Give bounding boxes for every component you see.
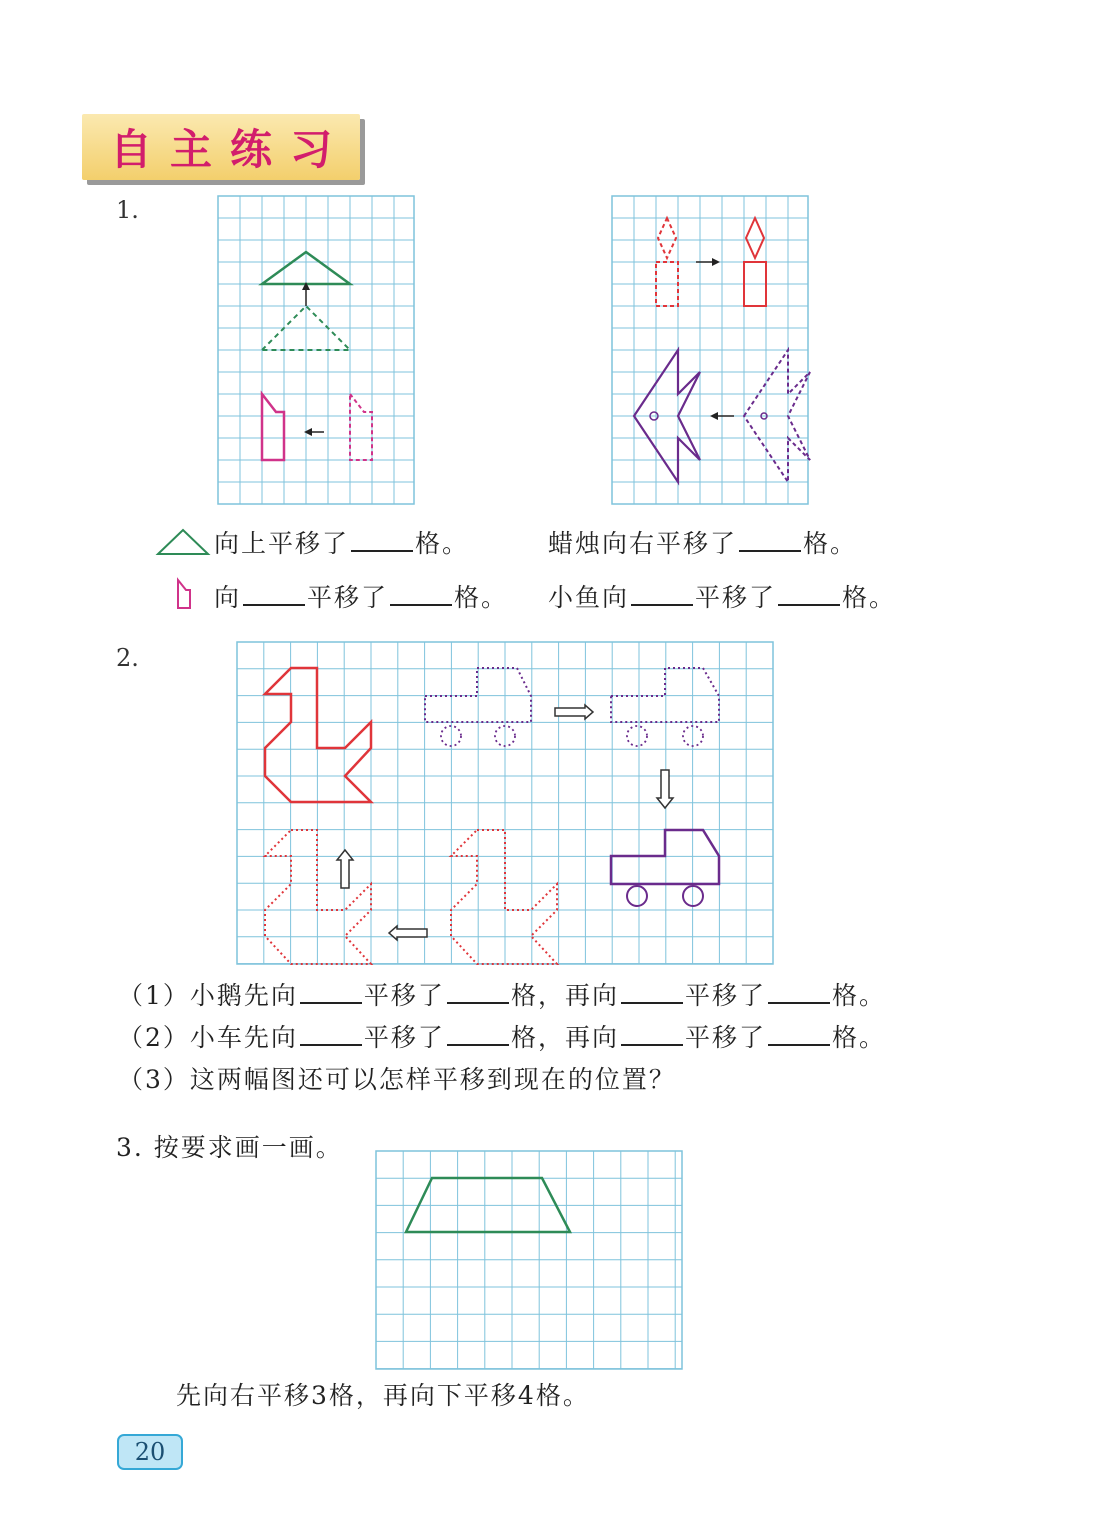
q1-line2-left: 向 平移了 格。 — [214, 583, 509, 612]
question-1-number: 1. — [116, 196, 139, 224]
answer-blank[interactable] — [768, 982, 830, 1004]
answer-blank[interactable] — [447, 1024, 509, 1046]
q1-line1-right: 蜡烛向右平移了 格。 — [548, 529, 858, 558]
arrow-right-1-head — [712, 258, 720, 266]
grid-lines — [612, 196, 808, 504]
goose-dotted-left — [265, 830, 371, 964]
answer-blank[interactable] — [768, 1024, 830, 1046]
answer-blank[interactable] — [300, 982, 362, 1004]
hollow-arrow-left — [389, 926, 427, 940]
page-number: 20 — [117, 1434, 183, 1470]
answer-blank[interactable] — [300, 1024, 362, 1046]
small-triangle-icon — [156, 528, 210, 556]
answer-blank[interactable] — [390, 584, 452, 606]
answer-blank[interactable] — [778, 584, 840, 606]
hollow-arrow-right — [555, 705, 593, 719]
magenta-shape-solid — [262, 394, 284, 460]
answer-blank[interactable] — [739, 530, 801, 552]
candle-flame-dashed — [658, 218, 676, 258]
answer-blank[interactable] — [621, 1024, 683, 1046]
answer-blank[interactable] — [243, 584, 305, 606]
goose-dotted-middle — [451, 830, 557, 964]
question-2-number: 2. — [116, 644, 139, 672]
goose-solid — [265, 668, 371, 802]
question-3-title: 3. 按要求画一画。 — [116, 1133, 343, 1162]
magenta-shape-dashed — [350, 394, 372, 460]
truck-solid — [611, 830, 719, 884]
grid-lines — [376, 1151, 682, 1369]
arrow-left-2-head — [710, 412, 718, 420]
grid-3 — [376, 1151, 682, 1369]
section-title: 自主练习 — [109, 125, 350, 174]
q1-line2-right: 小鱼向 平移了 格。 — [548, 583, 897, 612]
grid-1a — [218, 196, 414, 504]
q2-sub2: （2）小车先向 平移了 格，再向 平移了 格。 — [118, 1023, 886, 1052]
grid-1b — [612, 196, 808, 504]
q3-instruction: 先向右平移3格，再向下平移4格。 — [176, 1381, 590, 1410]
truck-dotted-2-wheel — [627, 726, 647, 746]
candle-flame-solid — [746, 218, 764, 258]
hollow-arrow-up — [337, 850, 353, 888]
answer-blank[interactable] — [351, 530, 413, 552]
truck-dotted-2 — [611, 668, 719, 722]
arrow-left-1-head — [304, 428, 312, 436]
grid-2 — [237, 642, 773, 964]
q2-sub1: （1）小鹅先向 平移了 格，再向 平移了 格。 — [118, 981, 886, 1010]
q2-sub3: （3）这两幅图还可以怎样平移到现在的位置？ — [118, 1065, 676, 1094]
q1-line1-left: 向上平移了 格。 — [214, 529, 470, 558]
section-banner — [82, 114, 360, 180]
truck-solid-wheel — [627, 886, 647, 906]
small-magenta-shape-icon — [176, 578, 194, 610]
answer-blank[interactable] — [447, 982, 509, 1004]
answer-blank[interactable] — [631, 584, 693, 606]
answer-blank[interactable] — [621, 982, 683, 1004]
grid-lines — [218, 196, 414, 504]
